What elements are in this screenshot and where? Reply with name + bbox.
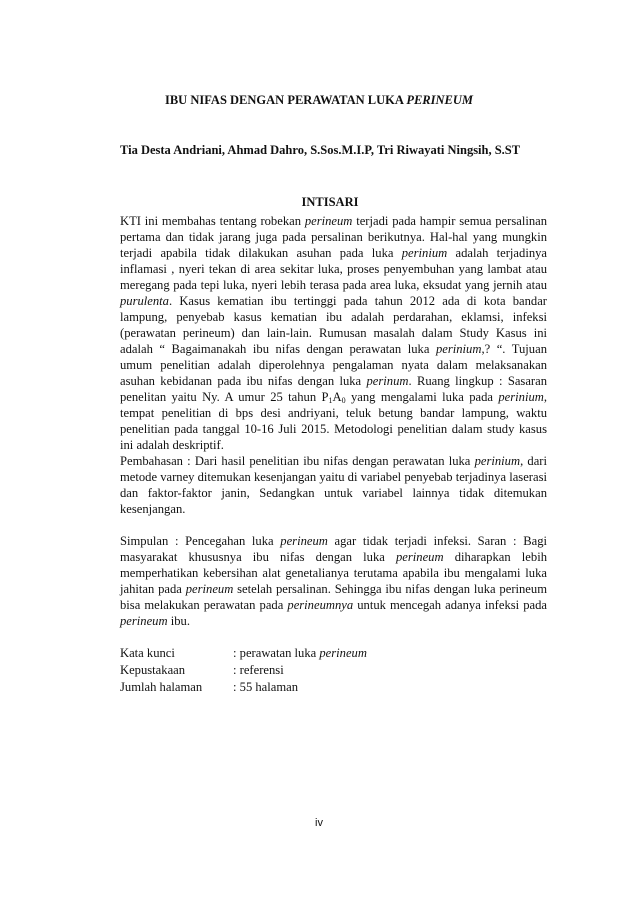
abstract-paragraph-conclusion: Simpulan : Pencegahan luka perineum agar tidak terjadi infeksi. Saran : Bagi masyarakat khususnya ibu nifas dengan luka perineum diharapkan lebih memperhatikan kebersihan alat genetalianya terutama apabila ibu mengalami luka jahitan pada perineum setelah persalinan. Sehingga ibu nifas dengan luka perineum bisa melakukan perawatan pada perineumnya untuk mencegah adanya infeksi pada perineum ibu. [120,534,547,628]
metadata-list [120,645,367,696]
keywords-row [120,645,367,662]
references-label: Kepustakaan [120,663,186,677]
author-list: Tia Desta Andriani, Ahmad Dahro, S.Sos.M.I.P, Tri Riwayati Ningsih, S.ST [120,143,521,157]
keywords-value: : perawatan luka perineum [233,646,367,660]
keywords-label: Kata kunci [120,646,175,660]
page-count-value: : 55 halaman [233,680,299,694]
abstract-heading: INTISARI [301,195,359,209]
references-row [120,662,367,679]
page-count-row [120,679,367,696]
paper-title [0,93,638,108]
abstract-paragraph-intro: KTI ini membahas tentang robekan perineum terjadi pada hampir semua persalinan pertama dan tidak jarang juga pada persalinan berikutnya. Hal-hal yang mungkin terjadi apabila tidak dilakukan asuhan pada luka perinium adalah terjadinya inflamasi , nyeri tekan di area sekitar luka, proses penyembuhan yang lambat atau meregang pada tepi luka, nyeri lebih terasa pada area luka, eksudat yang jernih atau purulenta. Kasus kematian ibu tertinggi pada tahun 2012 ada di kota bandar lampung, penyebab kasus kematian ibu adalah perdarahan, eklamsi, infeksi (perawatan perineum) dan lain-lain. Rumusan masalah dalam Study Kasus ini adalah “ Bagaimanakah ibu nifas dengan perawatan luka perinium,? “. Tujuan umum penelitian adalah diperolehnya pengalaman nyata dalam melaksanakan asuhan kebidanan pada ibu nifas dengan luka perinum. Ruang lingkup : Sasaran penelitan yaitu Ny. A umur 25 tahun $P_1A_0$ yang mengalami luka pada perinium, tempat penelitian di bps desi andriyani, teluk betung bandar lampung, waktu penelitian pada tanggal 10-16 Juli 2015. Metodologi penelitian dalam study kasus ini adalah deskriptif. [120,214,548,452]
abstract-paragraph-discussion: Pembahasan : Dari hasil penelitian ibu nifas dengan perawatan luka perinium, dari metode varney ditemukan kesenjangan yaitu di variabel penyebab terjadinya laserasi dan faktor-faktor janin, Sedangkan untuk variabel lainnya tidak ditemukan kesenjangan. [120,454,547,516]
page-number: iv [315,817,323,829]
page-count-label: Jumlah halaman [120,680,203,694]
title-italic-text: PERINEUM [406,93,474,107]
title-text: IBU NIFAS DENGAN PERAWATAN LUKA [164,93,407,107]
references-value: : referensi [233,663,284,677]
